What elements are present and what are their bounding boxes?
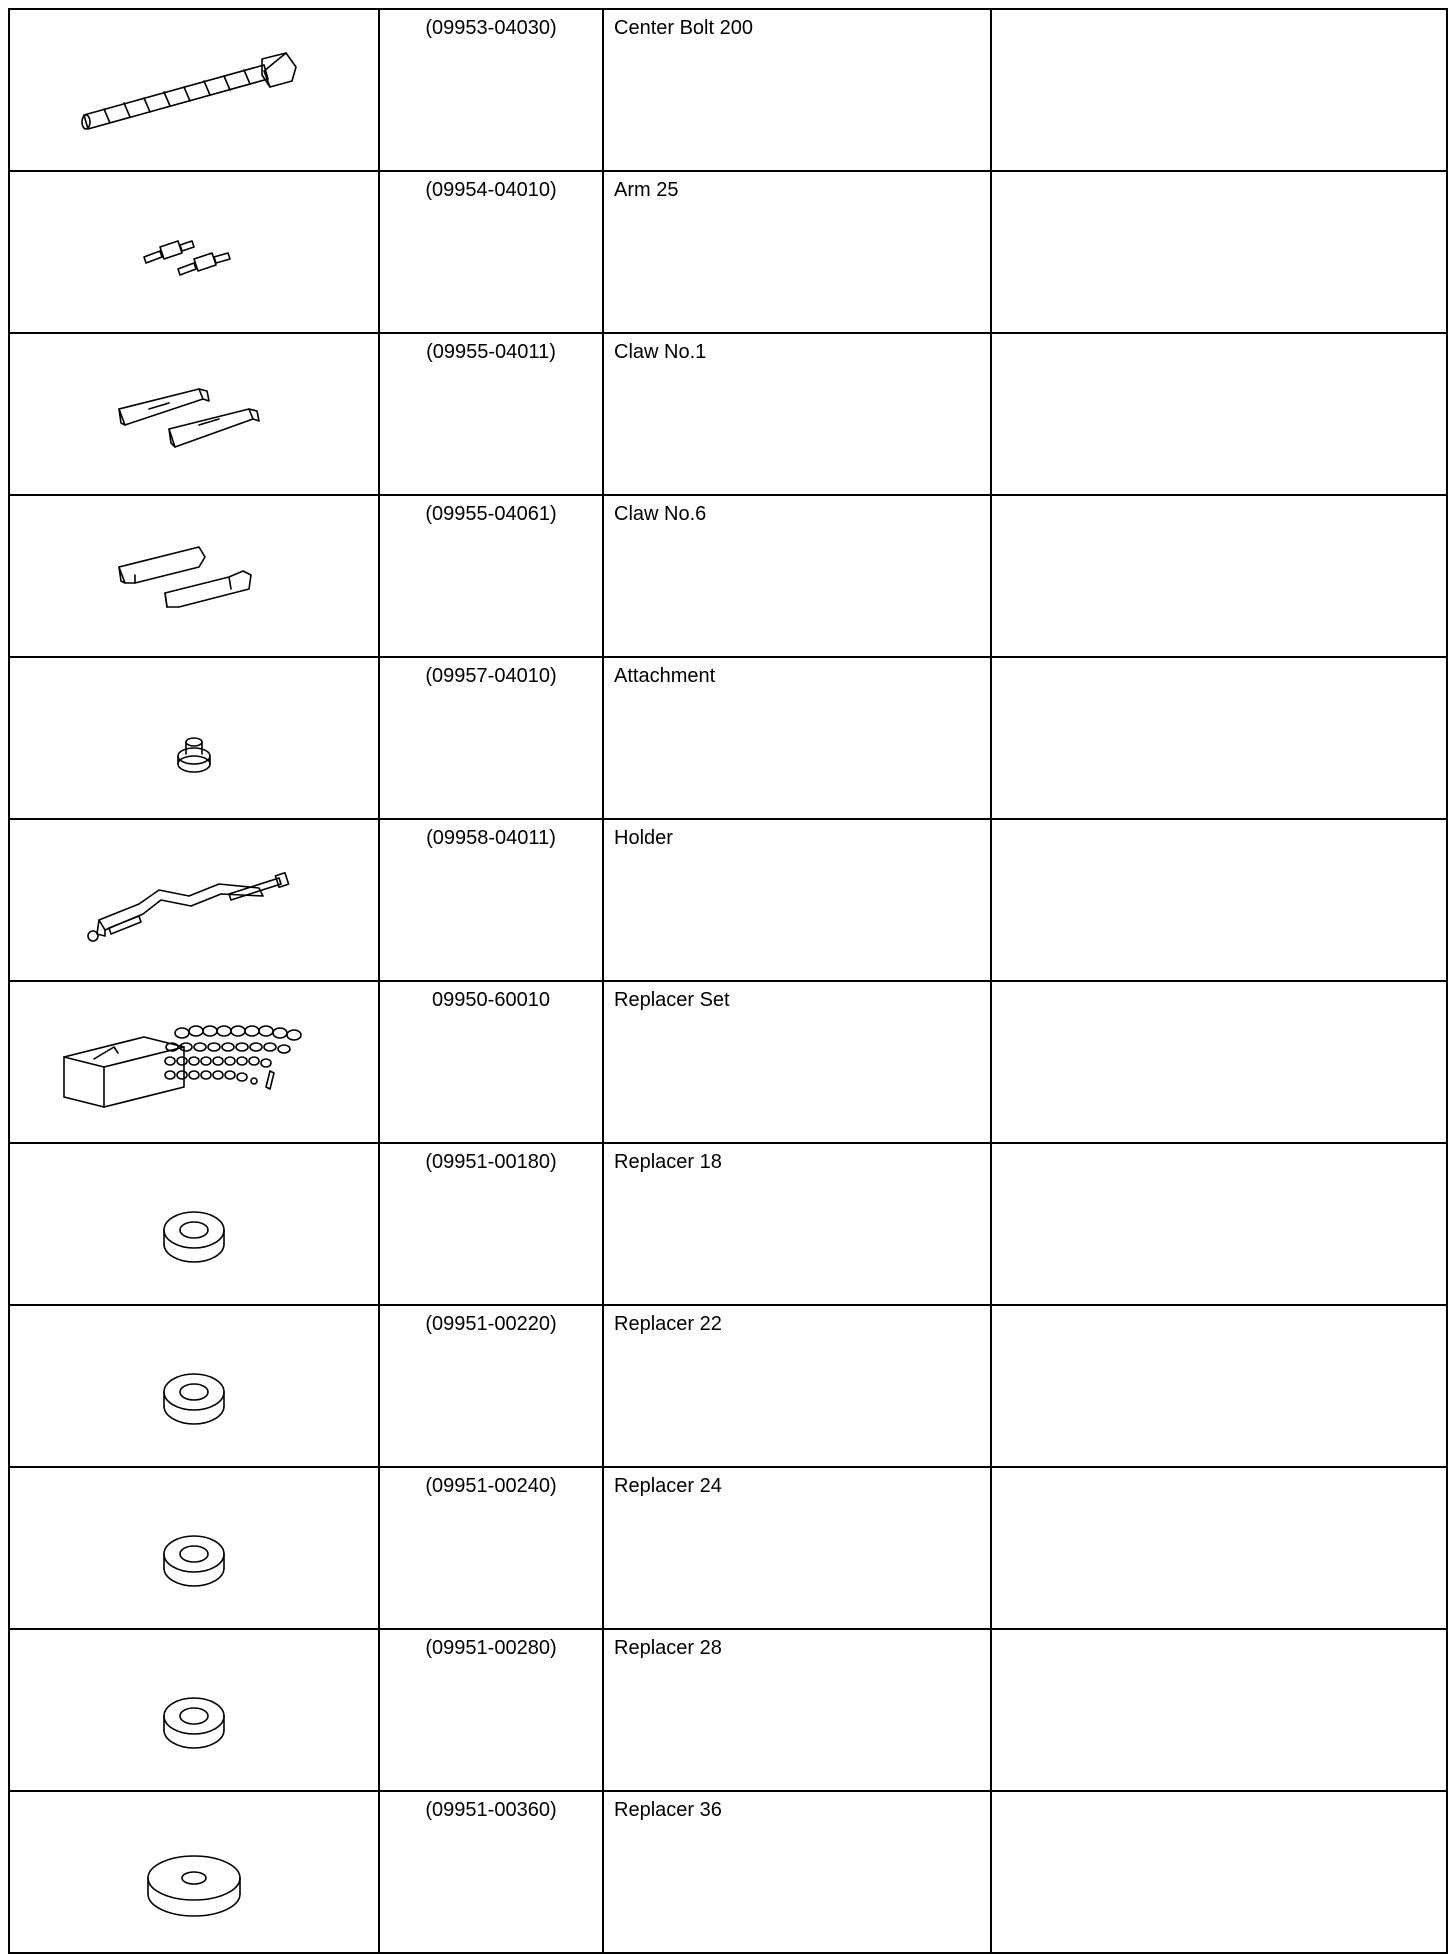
- replacer-ring-large-icon: [134, 1842, 254, 1932]
- notes-cell: [991, 1143, 1447, 1305]
- tool-name: Attachment: [603, 657, 991, 819]
- table-row: [9, 1305, 1447, 1467]
- tool-name: Center Bolt 200: [603, 9, 991, 171]
- illustration-cell: [9, 1467, 379, 1629]
- special-tool-table: [8, 8, 1448, 1954]
- replacer-ring-icon: [149, 1196, 239, 1276]
- table-row: [9, 1143, 1447, 1305]
- table-row: [9, 981, 1447, 1143]
- tool-name: Arm 25: [603, 171, 991, 333]
- notes-cell: [991, 1629, 1447, 1791]
- illustration-cell: [9, 171, 379, 333]
- table-row: [9, 9, 1447, 171]
- notes-cell: [991, 1305, 1447, 1467]
- part-number: (09951-00180): [379, 1143, 603, 1305]
- tool-name: Replacer 22: [603, 1305, 991, 1467]
- tool-name: Replacer 28: [603, 1629, 991, 1791]
- part-number: (09955-04061): [379, 495, 603, 657]
- part-number: (09951-00220): [379, 1305, 603, 1467]
- table-row: [9, 819, 1447, 981]
- center-bolt-icon: [64, 45, 324, 135]
- part-number: (09958-04011): [379, 819, 603, 981]
- notes-cell: [991, 333, 1447, 495]
- part-number: (09954-04010): [379, 171, 603, 333]
- notes-cell: [991, 171, 1447, 333]
- table-row: [9, 1629, 1447, 1791]
- table-row: [9, 657, 1447, 819]
- notes-cell: [991, 819, 1447, 981]
- replacer-ring-icon: [149, 1682, 239, 1762]
- notes-cell: [991, 495, 1447, 657]
- notes-cell: [991, 1467, 1447, 1629]
- illustration-cell: [9, 657, 379, 819]
- illustration-cell: [9, 981, 379, 1143]
- illustration-cell: [9, 495, 379, 657]
- tool-name: Claw No.1: [603, 333, 991, 495]
- notes-cell: [991, 657, 1447, 819]
- part-number: (09957-04010): [379, 657, 603, 819]
- replacer-ring-icon: [149, 1520, 239, 1600]
- tool-name: Replacer 24: [603, 1467, 991, 1629]
- notes-cell: [991, 981, 1447, 1143]
- part-number: 09950-60010: [379, 981, 603, 1143]
- table-row: [9, 171, 1447, 333]
- part-number: (09955-04011): [379, 333, 603, 495]
- part-number: (09951-00360): [379, 1791, 603, 1953]
- table-row: [9, 333, 1447, 495]
- claw-1-icon: [109, 369, 279, 459]
- attachment-icon: [164, 726, 224, 786]
- replacer-set-icon: [54, 1007, 334, 1117]
- tool-name: Claw No.6: [603, 495, 991, 657]
- tool-name: Replacer 18: [603, 1143, 991, 1305]
- replacer-ring-icon: [149, 1358, 239, 1438]
- arm-pair-icon: [134, 217, 254, 287]
- part-number: (09953-04030): [379, 9, 603, 171]
- illustration-cell: [9, 1629, 379, 1791]
- notes-cell: [991, 9, 1447, 171]
- illustration-cell: [9, 1143, 379, 1305]
- tool-name: Replacer 36: [603, 1791, 991, 1953]
- notes-cell: [991, 1791, 1447, 1953]
- tool-name: Replacer Set: [603, 981, 991, 1143]
- part-number: (09951-00240): [379, 1467, 603, 1629]
- illustration-cell: [9, 1305, 379, 1467]
- tool-name: Holder: [603, 819, 991, 981]
- illustration-cell: [9, 333, 379, 495]
- holder-icon: [79, 850, 309, 950]
- illustration-cell: [9, 1791, 379, 1953]
- illustration-cell: [9, 9, 379, 171]
- table-row: [9, 1467, 1447, 1629]
- claw-6-icon: [109, 531, 279, 621]
- part-number: (09951-00280): [379, 1629, 603, 1791]
- illustration-cell: [9, 819, 379, 981]
- table-row: [9, 1791, 1447, 1953]
- table-row: [9, 495, 1447, 657]
